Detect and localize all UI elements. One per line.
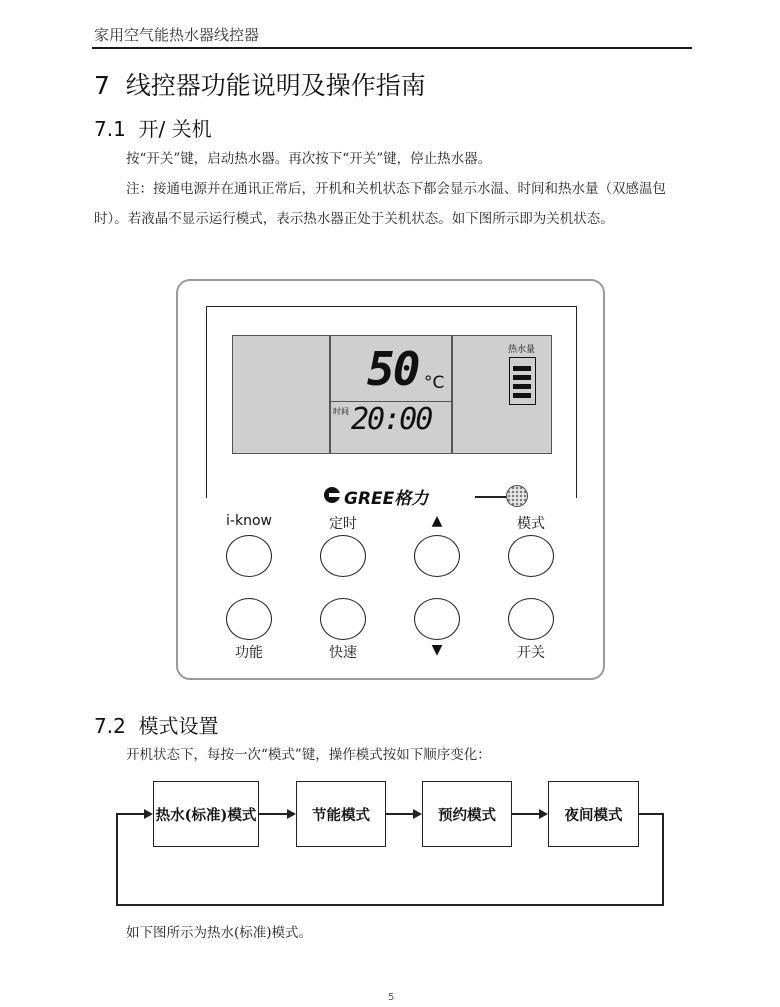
logo-rule <box>475 496 507 498</box>
temperature-unit: °C <box>424 373 445 393</box>
flow-step-energy-saving: 节能模式 <box>296 781 386 847</box>
flow-step-scheduled: 预约模式 <box>422 781 512 847</box>
section-7-2-paragraph-1 <box>94 740 694 770</box>
water-level-bar <box>513 366 531 371</box>
section-7-2-heading: 7.2 模式设置 <box>94 714 219 738</box>
section-7-1-paragraph-1 <box>94 144 694 174</box>
mode-button[interactable] <box>508 535 554 577</box>
flow-return-line <box>116 904 664 906</box>
time-readout: 20:00 <box>351 402 432 437</box>
speaker-icon <box>506 485 528 507</box>
flow-connector <box>386 813 413 815</box>
flow-connector <box>512 813 539 815</box>
water-level-bar <box>513 375 531 380</box>
button-label-timer: 定时 <box>329 516 357 532</box>
brand-logo <box>318 484 478 508</box>
button-label-i-know: i-know <box>226 513 272 529</box>
button-label-function: 功能 <box>235 645 263 661</box>
lcd-divider <box>329 336 331 453</box>
lcd-display <box>232 335 552 454</box>
timer-button[interactable] <box>320 535 366 577</box>
flow-step-night: 夜间模式 <box>548 781 639 847</box>
para-text: 开机状态下，每按一次“模式”键，操作模式按如下顺序变化： <box>126 747 491 763</box>
button-label-up: ▲ <box>431 513 443 529</box>
arrow-right-icon <box>287 809 296 819</box>
function-button[interactable] <box>226 598 272 640</box>
flow-return-line <box>116 813 118 905</box>
flow-connector <box>259 813 287 815</box>
down-button[interactable] <box>414 598 460 640</box>
quick-button[interactable] <box>320 598 366 640</box>
section-7-1-heading: 7.1 开/ 关机 <box>94 117 212 141</box>
para-text: 注：接通电源并在通讯正常后，开机和关机状态下都会显示水温、时间和热水量（双感温包时）。若液晶不显示运行模式，表示热水器正处于关机状态。如下图所示即为关机状态。 <box>94 181 666 227</box>
document-header: 家用空气能热水器线控器 <box>94 26 260 44</box>
brand-name: GREE格力 <box>344 489 429 509</box>
time-label: 时间 <box>333 407 349 416</box>
button-label-down: ▼ <box>431 642 443 658</box>
page-number: 5 <box>388 992 395 1003</box>
water-level-bar <box>513 393 531 398</box>
up-button[interactable] <box>414 535 460 577</box>
water-level-gauge <box>509 357 536 405</box>
arrow-right-icon <box>413 809 422 819</box>
arrow-right-icon <box>539 809 548 819</box>
gree-logo-icon <box>324 487 340 503</box>
power-button[interactable] <box>508 598 554 640</box>
button-label-mode: 模式 <box>517 516 545 532</box>
flow-step-hot-water: 热水(标准)模式 <box>153 781 259 847</box>
para-text: 如下图所示为热水(标准)模式。 <box>126 925 313 941</box>
flow-return-line <box>639 813 663 815</box>
header-rule <box>92 47 692 49</box>
i-know-button[interactable] <box>226 535 272 577</box>
water-level-label: 热水量 <box>508 345 536 355</box>
section-7-1-paragraph-2 <box>94 174 694 234</box>
temperature-readout: 50 <box>367 342 419 396</box>
water-level-bar <box>513 384 531 389</box>
flow-return-line <box>116 813 144 815</box>
lcd-divider <box>451 336 453 453</box>
button-label-power: 开关 <box>517 645 545 661</box>
arrow-right-icon <box>144 809 153 819</box>
section-7-2-paragraph-2 <box>94 918 694 948</box>
para-text: 按“开关”键，启动热水器。再次按下“开关”键，停止热水器。 <box>126 151 492 167</box>
section-7-heading: 7 线控器功能说明及操作指南 <box>94 71 426 100</box>
flow-return-line <box>662 813 664 905</box>
button-label-quick: 快速 <box>329 645 357 661</box>
